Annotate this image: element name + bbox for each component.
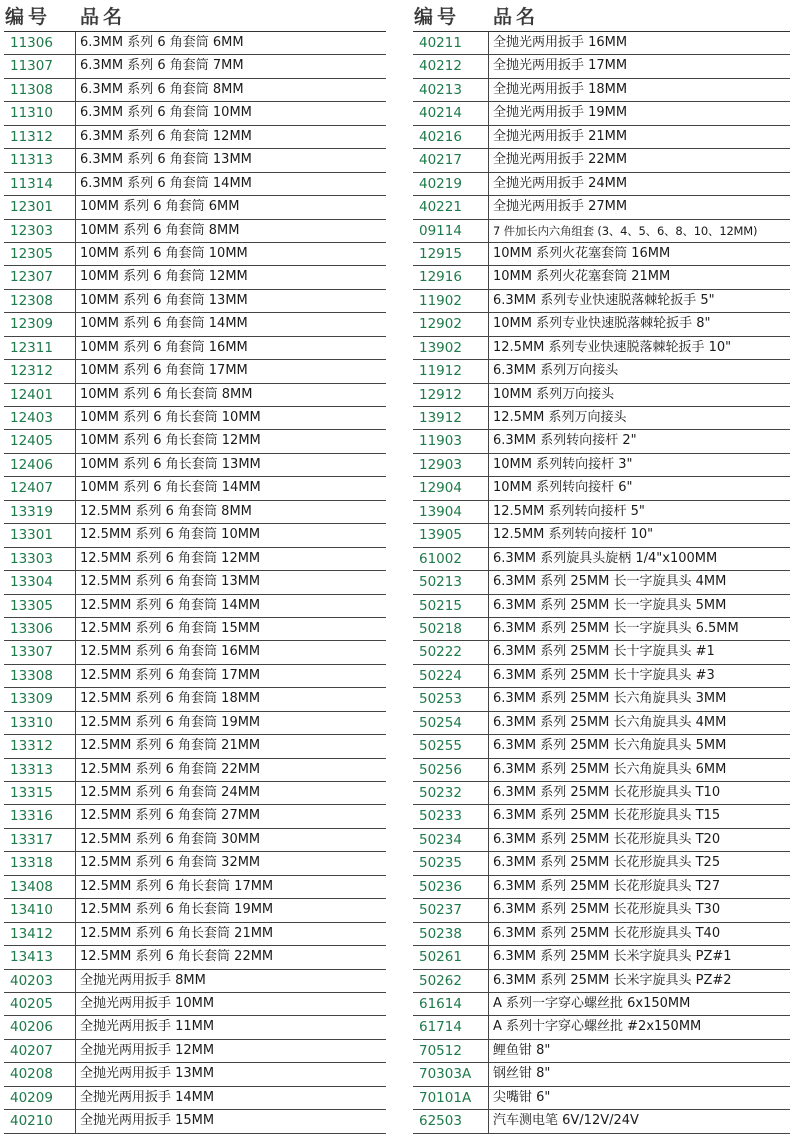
item-name: 12.5MM 系列专业快速脱落棘轮扳手 10" xyxy=(493,339,732,355)
table-row xyxy=(413,548,790,571)
table-row xyxy=(4,735,386,758)
item-name: 10MM 系列 6 角套筒 10MM xyxy=(80,245,248,261)
item-code: 70512 xyxy=(413,1040,489,1062)
table-row xyxy=(413,32,790,55)
table-row xyxy=(4,477,386,500)
item-code: 40219 xyxy=(413,173,489,195)
item-code: 12406 xyxy=(4,454,76,476)
item-code: 12307 xyxy=(4,266,76,288)
table-row xyxy=(4,688,386,711)
item-code: 09114 xyxy=(413,220,489,242)
item-code: 12916 xyxy=(413,266,489,288)
item-name: 10MM 系列转向接杆 3" xyxy=(493,456,633,472)
item-code: 50215 xyxy=(413,595,489,617)
item-name: 12.5MM 系列 6 角长套筒 21MM xyxy=(80,925,274,941)
item-name: 12.5MM 系列 6 角套筒 16MM xyxy=(80,644,261,660)
item-code: 40217 xyxy=(413,149,489,171)
item-code: 13905 xyxy=(413,524,489,546)
table-row xyxy=(413,1110,790,1133)
item-code: 11306 xyxy=(4,32,76,54)
item-name: 12.5MM 系列转向接杆 5" xyxy=(493,503,645,519)
item-name: 6.3MM 系列 25MM 长一字旋具头 5MM xyxy=(493,597,727,613)
item-code: 40205 xyxy=(4,993,76,1015)
item-name: 6.3MM 系列 25MM 长六角旋具头 4MM xyxy=(493,714,727,730)
table-row xyxy=(4,665,386,688)
table-row xyxy=(4,993,386,1016)
table-row xyxy=(4,946,386,969)
item-name: 6.3MM 系列 25MM 长花形旋具头 T27 xyxy=(493,878,721,894)
item-name: 6.3MM 系列旋具头旋柄 1/4"x100MM xyxy=(493,550,718,566)
item-code: 13413 xyxy=(4,946,76,968)
item-code: 12303 xyxy=(4,220,76,242)
table-row xyxy=(413,173,790,196)
item-code: 50256 xyxy=(413,759,489,781)
table-row xyxy=(413,220,790,243)
item-name: 6.3MM 系列 6 角套筒 6MM xyxy=(80,35,244,50)
table-row xyxy=(413,337,790,360)
item-code: 40212 xyxy=(413,55,489,77)
table-row xyxy=(413,384,790,407)
table-row xyxy=(413,782,790,805)
item-code: 40221 xyxy=(413,196,489,218)
table-row xyxy=(4,852,386,875)
item-code: 13317 xyxy=(4,829,76,851)
table-row xyxy=(4,970,386,993)
header-code: 编号 xyxy=(5,6,52,28)
item-code: 40203 xyxy=(4,970,76,992)
table-row xyxy=(413,55,790,78)
item-name: 10MM 系列 6 角长套筒 8MM xyxy=(80,386,253,402)
item-name: 全抛光两用扳手 10MM xyxy=(80,995,215,1011)
right-table-rows xyxy=(413,32,790,1134)
item-name: 10MM 系列 6 角套筒 6MM xyxy=(80,199,240,215)
item-code: 13312 xyxy=(4,735,76,757)
item-name: 10MM 系列 6 角长套筒 10MM xyxy=(80,410,261,425)
item-code: 40209 xyxy=(4,1087,76,1109)
item-name: 12.5MM 系列 6 角套筒 30MM xyxy=(80,831,261,847)
item-code: 11314 xyxy=(4,173,76,195)
item-code: 13319 xyxy=(4,501,76,523)
item-name: 10MM 系列 6 角长套筒 12MM xyxy=(80,433,261,449)
item-name: 6.3MM 系列 25MM 长米字旋具头 PZ#1 xyxy=(493,949,732,965)
item-name: 12.5MM 系列 6 角套筒 21MM xyxy=(80,738,261,754)
table-row xyxy=(413,1040,790,1063)
item-code: 11902 xyxy=(413,290,489,312)
table-row xyxy=(4,548,386,571)
item-name: 12.5MM 系列 6 角套筒 17MM xyxy=(80,667,261,683)
item-code: 40207 xyxy=(4,1040,76,1062)
table-row xyxy=(4,782,386,805)
item-code: 11312 xyxy=(4,126,76,148)
item-name: 10MM 系列 6 角长套筒 14MM xyxy=(80,480,261,496)
table-row xyxy=(4,220,386,243)
item-name: 6.3MM 系列万向接头 xyxy=(493,363,619,379)
item-name: 7 件加长内六角组套 (3、4、5、6、8、10、12MM) xyxy=(493,223,758,238)
table-row xyxy=(413,970,790,993)
table-row xyxy=(4,313,386,336)
item-name: A 系列一字穿心螺丝批 6x150MM xyxy=(493,995,691,1011)
item-name: 12.5MM 系列 6 角套筒 27MM xyxy=(80,808,261,824)
table-row xyxy=(4,618,386,641)
item-code: 50218 xyxy=(413,618,489,640)
table-row xyxy=(4,196,386,219)
item-code: 50254 xyxy=(413,712,489,734)
table-row xyxy=(413,829,790,852)
item-code: 13307 xyxy=(4,641,76,663)
item-name: 6.3MM 系列 25MM 长花形旋具头 T20 xyxy=(493,831,721,847)
item-code: 12902 xyxy=(413,313,489,335)
item-name: 6.3MM 系列 25MM 长花形旋具头 T40 xyxy=(493,925,721,941)
item-name: 6.3MM 系列 25MM 长一字旋具头 6.5MM xyxy=(493,620,739,636)
table-row xyxy=(4,126,386,149)
table-row xyxy=(4,899,386,922)
item-name: 12.5MM 系列 6 角套筒 15MM xyxy=(80,620,261,636)
item-name: 全抛光两用扳手 21MM xyxy=(493,128,628,144)
table-row xyxy=(4,1087,386,1110)
item-name: 全抛光两用扳手 13MM xyxy=(80,1066,215,1082)
item-code: 13315 xyxy=(4,782,76,804)
item-name: 10MM 系列 6 角套筒 17MM xyxy=(80,363,248,379)
table-row xyxy=(413,149,790,172)
item-code: 13410 xyxy=(4,899,76,921)
table-row xyxy=(413,407,790,430)
table-row xyxy=(413,852,790,875)
table-row xyxy=(413,876,790,899)
table-row xyxy=(4,1040,386,1063)
item-name: 10MM 系列火花塞套筒 21MM xyxy=(493,269,671,285)
item-code: 61714 xyxy=(413,1016,489,1038)
table-row xyxy=(413,1087,790,1110)
item-name: 6.3MM 系列 6 角套筒 14MM xyxy=(80,175,252,191)
item-code: 40216 xyxy=(413,126,489,148)
table-row xyxy=(413,1016,790,1039)
item-code: 50255 xyxy=(413,735,489,757)
item-code: 12401 xyxy=(4,384,76,406)
item-code: 13305 xyxy=(4,595,76,617)
table-row xyxy=(413,524,790,547)
table-row xyxy=(413,290,790,313)
item-code: 13902 xyxy=(413,337,489,359)
table-row xyxy=(4,454,386,477)
item-name: 10MM 系列 6 角套筒 14MM xyxy=(80,316,248,332)
item-name: 10MM 系列转向接杆 6" xyxy=(493,480,633,496)
item-name: 6.3MM 系列 6 角套筒 13MM xyxy=(80,152,252,168)
item-code: 50222 xyxy=(413,641,489,663)
item-code: 50261 xyxy=(413,946,489,968)
item-name: 12.5MM 系列 6 角套筒 8MM xyxy=(80,503,252,519)
item-name: 10MM 系列火花塞套筒 16MM xyxy=(493,245,671,261)
item-code: 13408 xyxy=(4,876,76,898)
item-name: 6.3MM 系列 25MM 长花形旋具头 T15 xyxy=(493,808,721,824)
item-code: 12309 xyxy=(4,313,76,335)
table-row xyxy=(413,712,790,735)
item-name: 全抛光两用扳手 11MM xyxy=(80,1019,215,1035)
item-code: 61614 xyxy=(413,993,489,1015)
table-row xyxy=(4,1110,386,1133)
item-code: 13308 xyxy=(4,665,76,687)
item-name: 6.3MM 系列 6 角套筒 10MM xyxy=(80,105,252,121)
header-name: 品名 xyxy=(80,6,127,28)
table-row xyxy=(4,876,386,899)
item-code: 12903 xyxy=(413,454,489,476)
item-code: 12301 xyxy=(4,196,76,218)
item-code: 40213 xyxy=(413,79,489,101)
table-row xyxy=(413,501,790,524)
item-name: 6.3MM 系列 25MM 长一字旋具头 4MM xyxy=(493,574,727,590)
item-name: A 系列十字穿心螺丝批 #2x150MM xyxy=(493,1019,702,1035)
item-name: 12.5MM 系列转向接杆 10" xyxy=(493,527,654,543)
item-code: 40208 xyxy=(4,1063,76,1085)
item-code: 13318 xyxy=(4,852,76,874)
item-name: 6.3MM 系列专业快速脱落棘轮扳手 5" xyxy=(493,292,715,308)
item-name: 12.5MM 系列万向接头 xyxy=(493,410,627,425)
table-row xyxy=(413,899,790,922)
table-row xyxy=(4,1016,386,1039)
table-row xyxy=(4,55,386,78)
item-name: 12.5MM 系列 6 角长套筒 17MM xyxy=(80,878,274,894)
item-code: 50253 xyxy=(413,688,489,710)
item-name: 全抛光两用扳手 24MM xyxy=(493,175,628,191)
table-row xyxy=(413,477,790,500)
item-code: 50234 xyxy=(413,829,489,851)
item-name: 6.3MM 系列转向接杆 2" xyxy=(493,433,637,449)
item-code: 12915 xyxy=(413,243,489,265)
item-name: 10MM 系列万向接头 xyxy=(493,386,615,402)
table-row xyxy=(413,688,790,711)
item-name: 12.5MM 系列 6 角长套筒 22MM xyxy=(80,949,274,965)
table-row xyxy=(413,665,790,688)
table-row xyxy=(413,126,790,149)
table-row xyxy=(413,454,790,477)
item-name: 全抛光两用扳手 14MM xyxy=(80,1089,215,1105)
item-code: 11307 xyxy=(4,55,76,77)
item-name: 6.3MM 系列 25MM 长十字旋具头 #1 xyxy=(493,644,715,660)
item-name: 6.3MM 系列 25MM 长花形旋具头 T25 xyxy=(493,855,721,871)
table-row xyxy=(4,173,386,196)
table-row xyxy=(413,196,790,219)
table-row xyxy=(4,290,386,313)
item-code: 12312 xyxy=(4,360,76,382)
item-code: 13304 xyxy=(4,571,76,593)
table-row xyxy=(4,641,386,664)
item-code: 12305 xyxy=(4,243,76,265)
item-code: 40206 xyxy=(4,1016,76,1038)
table-row xyxy=(413,993,790,1016)
item-name: 6.3MM 系列 25MM 长六角旋具头 3MM xyxy=(493,691,727,707)
item-name: 全抛光两用扳手 17MM xyxy=(493,58,628,74)
item-name: 全抛光两用扳手 16MM xyxy=(493,35,628,50)
item-name: 12.5MM 系列 6 角套筒 14MM xyxy=(80,597,261,613)
item-name: 6.3MM 系列 25MM 长十字旋具头 #3 xyxy=(493,667,715,683)
table-row xyxy=(413,641,790,664)
item-name: 12.5MM 系列 6 角长套筒 19MM xyxy=(80,902,274,918)
item-name: 12.5MM 系列 6 角套筒 12MM xyxy=(80,550,261,566)
left-table-rows xyxy=(4,32,386,1134)
item-code: 50232 xyxy=(413,782,489,804)
table-row xyxy=(4,149,386,172)
item-code: 12912 xyxy=(413,384,489,406)
table-row xyxy=(4,79,386,102)
item-name: 10MM 系列 6 角长套筒 13MM xyxy=(80,456,261,472)
item-name: 汽车测电笔 6V/12V/24V xyxy=(493,1113,639,1129)
item-name: 全抛光两用扳手 18MM xyxy=(493,81,628,97)
item-name: 钢丝钳 8" xyxy=(493,1066,551,1082)
item-code: 12308 xyxy=(4,290,76,312)
item-code: 40211 xyxy=(413,32,489,54)
item-name: 12.5MM 系列 6 角套筒 32MM xyxy=(80,855,261,871)
item-code: 13316 xyxy=(4,805,76,827)
item-code: 61002 xyxy=(413,548,489,570)
item-code: 40210 xyxy=(4,1110,76,1132)
item-name: 6.3MM 系列 25MM 长花形旋具头 T30 xyxy=(493,902,721,918)
item-code: 50233 xyxy=(413,805,489,827)
item-name: 10MM 系列 6 角套筒 8MM xyxy=(80,222,240,238)
table-row xyxy=(4,805,386,828)
item-code: 12405 xyxy=(4,430,76,452)
header-name: 品名 xyxy=(493,6,540,28)
item-code: 70101A xyxy=(413,1087,489,1109)
item-name: 12.5MM 系列 6 角套筒 10MM xyxy=(80,527,261,543)
item-name: 6.3MM 系列 25MM 长六角旋具头 6MM xyxy=(493,761,727,777)
table-row xyxy=(4,360,386,383)
table-row xyxy=(413,313,790,336)
table-row xyxy=(4,501,386,524)
item-code: 13904 xyxy=(413,501,489,523)
item-name: 全抛光两用扳手 22MM xyxy=(493,152,628,168)
table-row xyxy=(4,407,386,430)
item-name: 全抛光两用扳手 8MM xyxy=(80,972,206,988)
table-row xyxy=(4,524,386,547)
item-name: 12.5MM 系列 6 角套筒 22MM xyxy=(80,761,261,777)
item-name: 6.3MM 系列 25MM 长米字旋具头 PZ#2 xyxy=(493,972,732,988)
item-code: 12904 xyxy=(413,477,489,499)
right-table-header xyxy=(413,0,790,32)
table-row xyxy=(4,266,386,289)
table-row xyxy=(4,1063,386,1086)
table-row xyxy=(4,829,386,852)
table-row xyxy=(413,759,790,782)
table-row xyxy=(413,946,790,969)
item-code: 13412 xyxy=(4,923,76,945)
item-code: 50262 xyxy=(413,970,489,992)
table-row xyxy=(4,571,386,594)
table-row xyxy=(413,79,790,102)
item-code: 12407 xyxy=(4,477,76,499)
item-code: 50238 xyxy=(413,923,489,945)
table-row xyxy=(4,430,386,453)
item-code: 70303A xyxy=(413,1063,489,1085)
item-name: 12.5MM 系列 6 角套筒 19MM xyxy=(80,714,261,730)
left-table xyxy=(4,0,386,1134)
table-row xyxy=(413,618,790,641)
item-name: 6.3MM 系列 25MM 长六角旋具头 5MM xyxy=(493,738,727,754)
table-row xyxy=(413,735,790,758)
item-name: 尖嘴钳 6" xyxy=(493,1089,551,1105)
table-row xyxy=(4,384,386,407)
item-code: 12403 xyxy=(4,407,76,429)
item-name: 10MM 系列 6 角套筒 12MM xyxy=(80,269,248,285)
item-name: 10MM 系列 6 角套筒 16MM xyxy=(80,339,248,355)
item-name: 12.5MM 系列 6 角套筒 24MM xyxy=(80,785,261,800)
item-code: 11912 xyxy=(413,360,489,382)
item-code: 13306 xyxy=(4,618,76,640)
item-code: 11313 xyxy=(4,149,76,171)
table-row xyxy=(4,243,386,266)
item-name: 6.3MM 系列 6 角套筒 7MM xyxy=(80,58,244,74)
item-code: 13303 xyxy=(4,548,76,570)
item-name: 6.3MM 系列 25MM 长花形旋具头 T10 xyxy=(493,785,721,800)
item-code: 11310 xyxy=(4,102,76,124)
item-code: 50235 xyxy=(413,852,489,874)
table-row xyxy=(413,243,790,266)
item-name: 10MM 系列专业快速脱落棘轮扳手 8" xyxy=(493,316,711,332)
left-table-header xyxy=(4,0,386,32)
table-row xyxy=(4,595,386,618)
item-name: 12.5MM 系列 6 角套筒 13MM xyxy=(80,574,261,590)
item-code: 50224 xyxy=(413,665,489,687)
table-row xyxy=(4,102,386,125)
table-row xyxy=(413,923,790,946)
item-code: 50213 xyxy=(413,571,489,593)
table-row xyxy=(4,337,386,360)
right-table xyxy=(413,0,790,1134)
table-row xyxy=(413,571,790,594)
item-code: 13309 xyxy=(4,688,76,710)
item-name: 全抛光两用扳手 15MM xyxy=(80,1113,215,1129)
item-code: 50237 xyxy=(413,899,489,921)
item-code: 11308 xyxy=(4,79,76,101)
item-name: 6.3MM 系列 6 角套筒 12MM xyxy=(80,128,252,144)
item-name: 全抛光两用扳手 19MM xyxy=(493,105,628,121)
table-row xyxy=(4,759,386,782)
item-name: 12.5MM 系列 6 角套筒 18MM xyxy=(80,691,261,707)
table-row xyxy=(4,32,386,55)
item-name: 鲤鱼钳 8" xyxy=(493,1042,551,1058)
item-code: 13313 xyxy=(4,759,76,781)
item-code: 13301 xyxy=(4,524,76,546)
table-row xyxy=(413,266,790,289)
item-code: 13912 xyxy=(413,407,489,429)
item-code: 40214 xyxy=(413,102,489,124)
table-row xyxy=(413,430,790,453)
item-name: 10MM 系列 6 角套筒 13MM xyxy=(80,292,248,308)
table-row xyxy=(413,102,790,125)
header-code: 编号 xyxy=(414,6,461,28)
item-code: 50236 xyxy=(413,876,489,898)
item-code: 11903 xyxy=(413,430,489,452)
item-name: 6.3MM 系列 6 角套筒 8MM xyxy=(80,81,244,97)
item-code: 13310 xyxy=(4,712,76,734)
item-code: 12311 xyxy=(4,337,76,359)
item-name: 全抛光两用扳手 27MM xyxy=(493,199,628,215)
table-row xyxy=(4,712,386,735)
item-name: 全抛光两用扳手 12MM xyxy=(80,1042,215,1058)
item-code: 62503 xyxy=(413,1110,489,1132)
table-row xyxy=(413,805,790,828)
table-row xyxy=(413,1063,790,1086)
table-row xyxy=(413,360,790,383)
table-row xyxy=(413,595,790,618)
table-row xyxy=(4,923,386,946)
